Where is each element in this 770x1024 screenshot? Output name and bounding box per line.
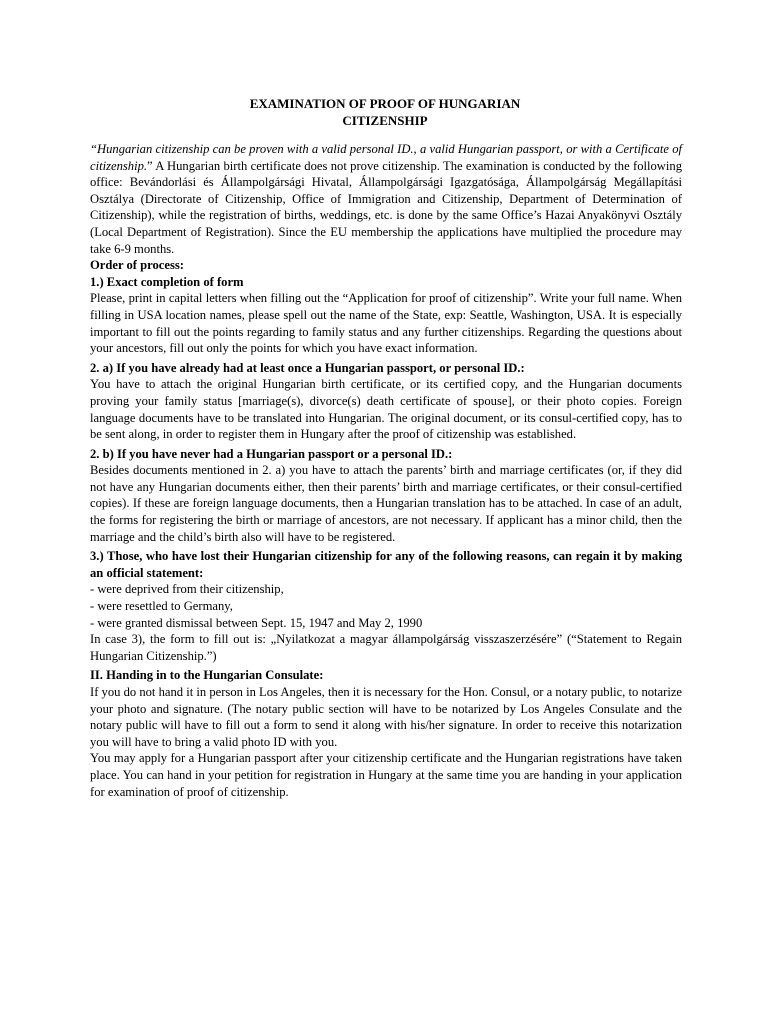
intro-paragraph <box>90 141 682 257</box>
section-2a-heading: 2. a) If you have already had at least once a Hungarian passport, or personal ID.: <box>90 360 525 375</box>
section-4-text-2: You may apply for a Hungarian passport after your citizenship certificate and the Hungarian registrations have taken place. You can hand in your petition for registration in Hungary at the same time you are handing in your application for examination of proof of citizenship. <box>90 751 682 799</box>
intro-quote: “Hungarian citizenship can be proven with a valid personal ID., a valid Hungarian passport, or with a Certificate of citizenship. <box>90 142 682 173</box>
section-1-heading: 1.) Exact completion of form <box>90 274 244 289</box>
section-3-item: - were granted dismissal between Sept. 15, 1947 and May 2, 1990 <box>90 615 423 630</box>
order-heading: Order of process: <box>90 258 184 273</box>
section-3-heading: 3.) Those, who have lost their Hungarian citizenship for any of the following reasons, can regain it by making an official statement: <box>90 549 682 580</box>
section-4-text-1: If you do not hand it in person in Los Angeles, then it is necessary for the Hon. Consul, or a notary public, to notarize your photo and signature. (The notary public section will have to be notarized by Los Angeles Consulate and the notary public will have to fill out a form to send it along with his/her signature. In order to receive this notarization you will have to bring a valid photo ID with you. <box>90 685 682 749</box>
section-3-text: In case 3), the form to fill out is: „Nyilatkozat a magyar állampolgárság visszaszerzésére” (“Statement to Regain Hungarian Citizenship.”) <box>90 632 682 663</box>
section-1-text: Please, print in capital letters when filling out the “Application for proof of citizenship”. Write your full name. When filling in USA location names, please spell out the name of the State, exp: Seattle, Washington, USA. It is especially important to fill out the points regarding to family status and any further citizenships. Regarding the questions about your ancestors, fill out only the points for which you have exact information. <box>90 291 682 356</box>
title-line-2: CITIZENSHIP <box>342 113 428 128</box>
section-2b-text: Besides documents mentioned in 2. a) you have to attach the parents’ birth and marriage certificates (or, if they did not have any Hungarian documents either, then their parents’ birth and marriage certificates, or their consul-certified copies). If these are foreign language documents, then a Hungarian translation has to be attached. In case of an adult, the forms for registering the birth or marriage of ancestors, are not necessary. If applicant has a minor child, then the marriage and the child’s birth also will have to be registered. <box>90 463 682 544</box>
document-body <box>90 141 682 800</box>
section-4-heading: II. Handing in to the Hungarian Consulate: <box>90 668 324 683</box>
intro-quote-close: ” <box>147 158 153 173</box>
section-2b-heading: 2. b) If you have never had a Hungarian passport or a personal ID.: <box>90 446 453 461</box>
section-3-item: - were deprived from their citizenship, <box>90 582 284 597</box>
document-title <box>90 95 680 129</box>
section-3-item: - were resettled to Germany, <box>90 599 233 614</box>
intro-rest: A Hungarian birth certificate does not prove citizenship. The examination is conducted by the following office: Bevándorlási és Állampolgársági Hivatal, Állampolgársági Igazgatósága, Állampolgárság Megállapítási Osztálya (Directorate of Citizenship, Office of Immigration and Citizenship, Department of Determination of Citizenship), while the registration of births, weddings, etc. is done by the same Office’s Hazai Anyakönyvi Osztály (Local Department of Registration). Since the EU membership the applications have multiplied the procedure may take 6-9 months. <box>90 158 682 256</box>
title-line-1: EXAMINATION OF PROOF OF HUNGARIAN <box>249 96 521 111</box>
section-2a-text: You have to attach the original Hungarian birth certificate, or its certified copy, and the Hungarian documents proving your family status [marriage(s), divorce(s) death certificate of spouse], or their photo copies. Foreign language documents have to be translated into Hungarian. The original document, or its consul-certified copy, has to be sent along, in order to register them in Hungary after the proof of citizenship was established. <box>90 377 682 442</box>
